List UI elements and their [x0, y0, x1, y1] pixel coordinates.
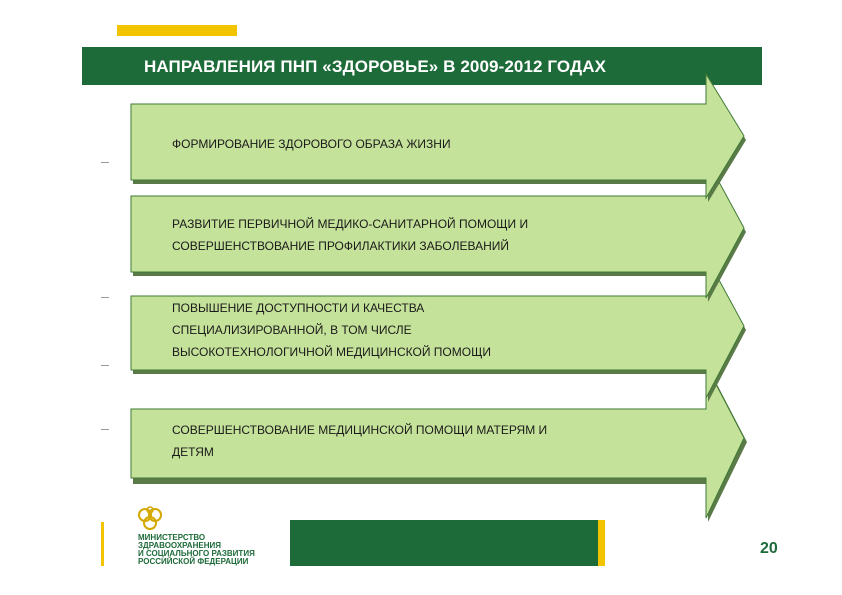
logo-line-3: И СОЦИАЛЬНОГО РАЗВИТИЯ	[138, 549, 255, 558]
page-number: 20	[760, 540, 778, 557]
slide-title: НАПРАВЛЕНИЯ ПНП «ЗДОРОВЬЕ» В 2009-2012 ГОДАХ	[144, 57, 607, 76]
direction-3-line-2: СПЕЦИАЛИЗИРОВАННОЙ, В ТОМ ЧИСЛЕ	[172, 323, 412, 337]
margin-dash	[101, 297, 109, 298]
logo-line-4: РОССИЙСКОЙ ФЕДЕРАЦИИ	[138, 557, 249, 566]
direction-4-line-2: ДЕТЯМ	[172, 445, 214, 459]
ministry-emblem-icon	[134, 504, 166, 534]
direction-4-line-1: СОВЕРШЕНСТВОВАНИЕ МЕДИЦИНСКОЙ ПОМОЩИ МАТЕРЯМ И	[172, 423, 548, 437]
direction-3-line-1: ПОВЫШЕНИЕ ДОСТУПНОСТИ И КАЧЕСТВА	[172, 301, 425, 315]
direction-3-line-3: ВЫСОКОТЕХНОЛОГИЧНОЙ МЕДИЦИНСКОЙ ПОМОЩИ	[172, 345, 491, 359]
footer-accent-line	[101, 522, 104, 566]
direction-text-1	[172, 133, 451, 155]
footer-bar	[290, 520, 605, 566]
direction-1-line-1: ФОРМИРОВАНИЕ ЗДОРОВОГО ОБРАЗА ЖИЗНИ	[172, 137, 451, 151]
direction-2-line-1: РАЗВИТИЕ ПЕРВИЧНОЙ МЕДИКО-САНИТАРНОЙ ПОМОЩИ И	[172, 217, 529, 231]
footer-accent	[598, 520, 605, 566]
direction-text-2	[172, 213, 528, 257]
margin-dash	[101, 429, 109, 430]
logo-line-2: ЗДРАВООХРАНЕНИЯ	[138, 541, 221, 550]
margin-dash	[101, 365, 109, 366]
ministry-logo-text	[138, 534, 255, 566]
direction-text-4	[172, 419, 547, 463]
direction-2-line-2: СОВЕРШЕНСТВОВАНИЕ ПРОФИЛАКТИКИ ЗАБОЛЕВАНИЙ	[172, 239, 510, 253]
direction-text-3	[172, 297, 491, 363]
logo-line-1: МИНИСТЕРСТВО	[138, 533, 206, 542]
margin-dash	[101, 162, 109, 163]
